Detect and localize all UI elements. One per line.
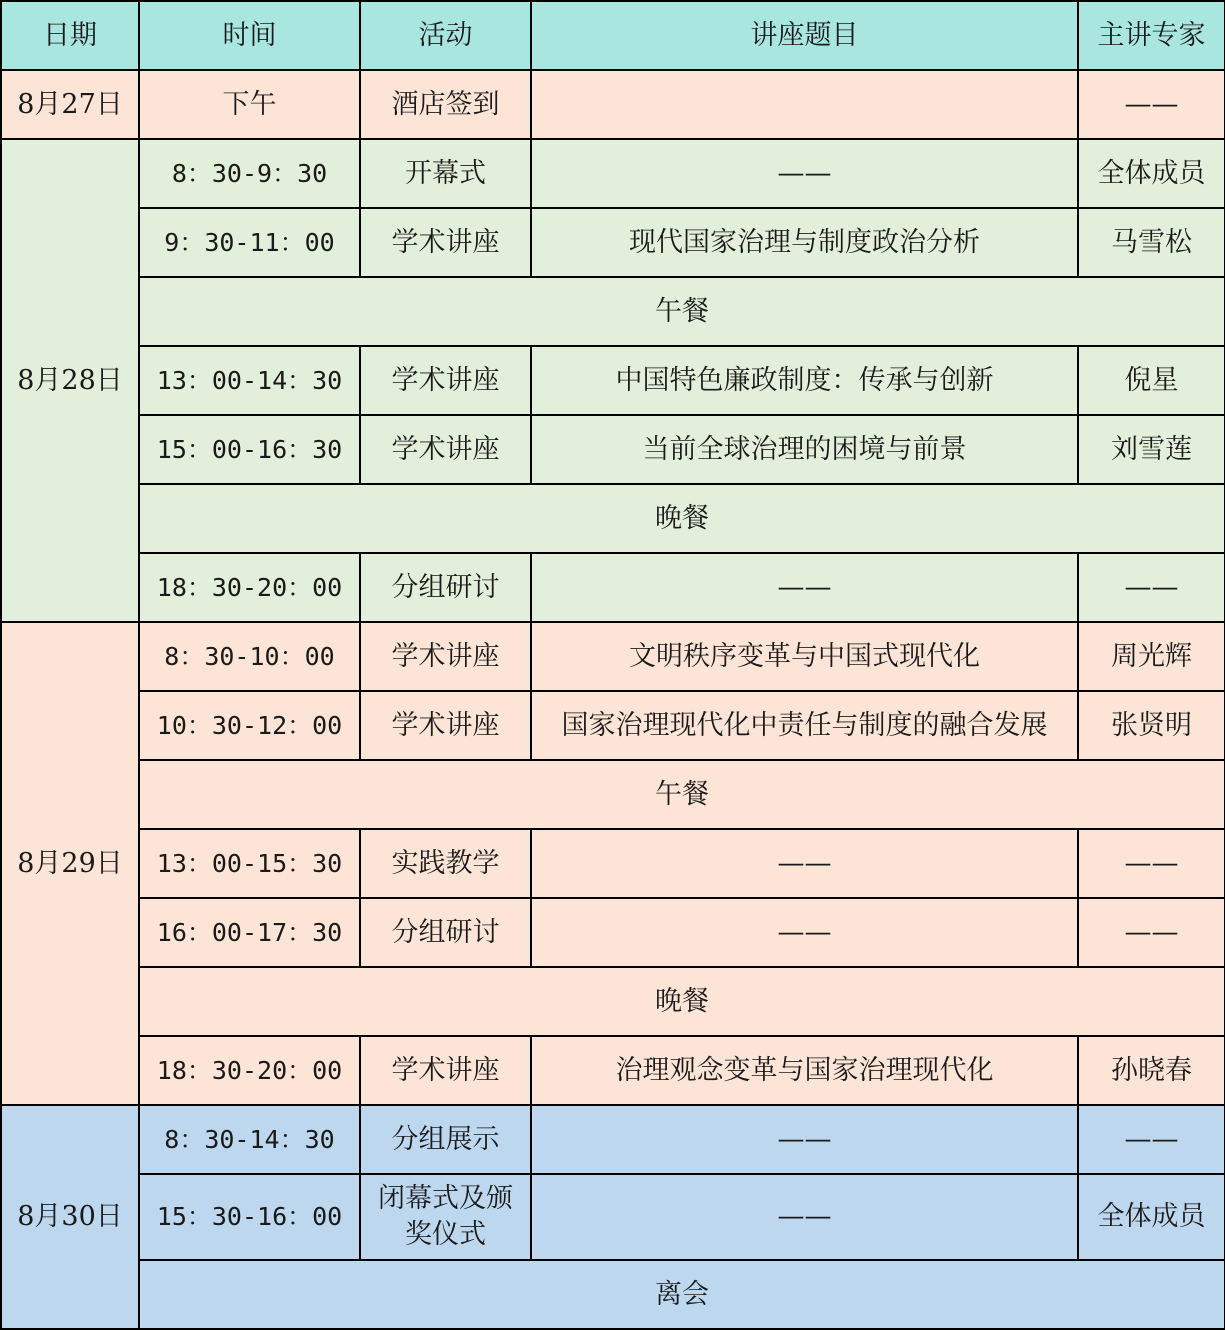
expert-cell: 孙晓春	[1078, 1036, 1225, 1105]
meal-cell: 晚餐	[139, 967, 1225, 1036]
activity-cell: 学术讲座	[360, 346, 531, 415]
topic-cell: 治理观念变革与国家治理现代化	[531, 1036, 1078, 1105]
expert-cell: 张贤明	[1078, 691, 1225, 760]
topic-cell: ——	[531, 1105, 1078, 1174]
header-date: 日期	[1, 1, 139, 70]
time-cell: 9：30-11：00	[139, 208, 360, 277]
time-cell: 18：30-20：00	[139, 1036, 360, 1105]
table-row	[1, 70, 1225, 139]
table-row	[1, 829, 1225, 898]
activity-cell: 学术讲座	[360, 415, 531, 484]
time-cell: 13：00-15：30	[139, 829, 360, 898]
meal-row	[1, 967, 1225, 1036]
topic-cell: 国家治理现代化中责任与制度的融合发展	[531, 691, 1078, 760]
activity-cell: 学术讲座	[360, 1036, 531, 1105]
topic-cell: ——	[531, 139, 1078, 208]
expert-cell: 全体成员	[1078, 1174, 1225, 1260]
activity-cell: 实践教学	[360, 829, 531, 898]
expert-cell: 倪星	[1078, 346, 1225, 415]
expert-cell: 周光辉	[1078, 622, 1225, 691]
expert-cell: 全体成员	[1078, 139, 1225, 208]
topic-cell: ——	[531, 553, 1078, 622]
meal-cell: 晚餐	[139, 484, 1225, 553]
farewell-cell: 离会	[139, 1260, 1225, 1329]
time-cell: 8：30-10：00	[139, 622, 360, 691]
topic-cell: 文明秩序变革与中国式现代化	[531, 622, 1078, 691]
table-row	[1, 415, 1225, 484]
activity-cell: 分组研讨	[360, 553, 531, 622]
time-cell: 16：00-17：30	[139, 898, 360, 967]
activity-cell: 学术讲座	[360, 622, 531, 691]
table-row	[1, 1174, 1225, 1260]
time-cell: 13：00-14：30	[139, 346, 360, 415]
time-cell: 8：30-14：30	[139, 1105, 360, 1174]
topic-cell: ——	[531, 898, 1078, 967]
table-row	[1, 622, 1225, 691]
expert-cell: ——	[1078, 70, 1225, 139]
expert-cell: ——	[1078, 829, 1225, 898]
activity-cell: 分组研讨	[360, 898, 531, 967]
topic-cell: 当前全球治理的困境与前景	[531, 415, 1078, 484]
activity-line-1: 闭幕式及颁	[378, 1183, 513, 1214]
table-row	[1, 139, 1225, 208]
topic-cell: 现代国家治理与制度政治分析	[531, 208, 1078, 277]
header-row	[1, 1, 1225, 70]
date-cell: 8月28日	[1, 139, 139, 622]
table-row	[1, 1105, 1225, 1174]
table-row	[1, 898, 1225, 967]
topic-cell: ——	[531, 829, 1078, 898]
activity-cell	[360, 1174, 531, 1260]
activity-cell: 分组展示	[360, 1105, 531, 1174]
expert-cell: 马雪松	[1078, 208, 1225, 277]
topic-cell: ——	[531, 1174, 1078, 1260]
meal-row	[1, 277, 1225, 346]
activity-cell: 酒店签到	[360, 70, 531, 139]
topic-cell	[531, 70, 1078, 139]
time-cell: 8：30-9：30	[139, 139, 360, 208]
farewell-row	[1, 1260, 1225, 1329]
table-row	[1, 346, 1225, 415]
date-cell: 8月30日	[1, 1105, 139, 1329]
table-row	[1, 691, 1225, 760]
meal-row	[1, 484, 1225, 553]
time-cell: 15：30-16：00	[139, 1174, 360, 1260]
activity-line-2: 奖仪式	[405, 1219, 486, 1250]
expert-cell: ——	[1078, 898, 1225, 967]
time-cell: 18：30-20：00	[139, 553, 360, 622]
topic-cell: 中国特色廉政制度：传承与创新	[531, 346, 1078, 415]
expert-cell: ——	[1078, 553, 1225, 622]
activity-cell: 开幕式	[360, 139, 531, 208]
time-cell: 下午	[139, 70, 360, 139]
date-cell: 8月29日	[1, 622, 139, 1105]
time-cell: 15：00-16：30	[139, 415, 360, 484]
table-row	[1, 1036, 1225, 1105]
header-time: 时间	[139, 1, 360, 70]
date-cell: 8月27日	[1, 70, 139, 139]
activity-cell: 学术讲座	[360, 691, 531, 760]
expert-cell: 刘雪莲	[1078, 415, 1225, 484]
time-cell: 10：30-12：00	[139, 691, 360, 760]
activity-cell: 学术讲座	[360, 208, 531, 277]
meal-cell: 午餐	[139, 760, 1225, 829]
meal-row	[1, 760, 1225, 829]
meal-cell: 午餐	[139, 277, 1225, 346]
header-activity: 活动	[360, 1, 531, 70]
table-row	[1, 208, 1225, 277]
header-expert: 主讲专家	[1078, 1, 1225, 70]
table-row	[1, 553, 1225, 622]
header-topic: 讲座题目	[531, 1, 1078, 70]
expert-cell: ——	[1078, 1105, 1225, 1174]
